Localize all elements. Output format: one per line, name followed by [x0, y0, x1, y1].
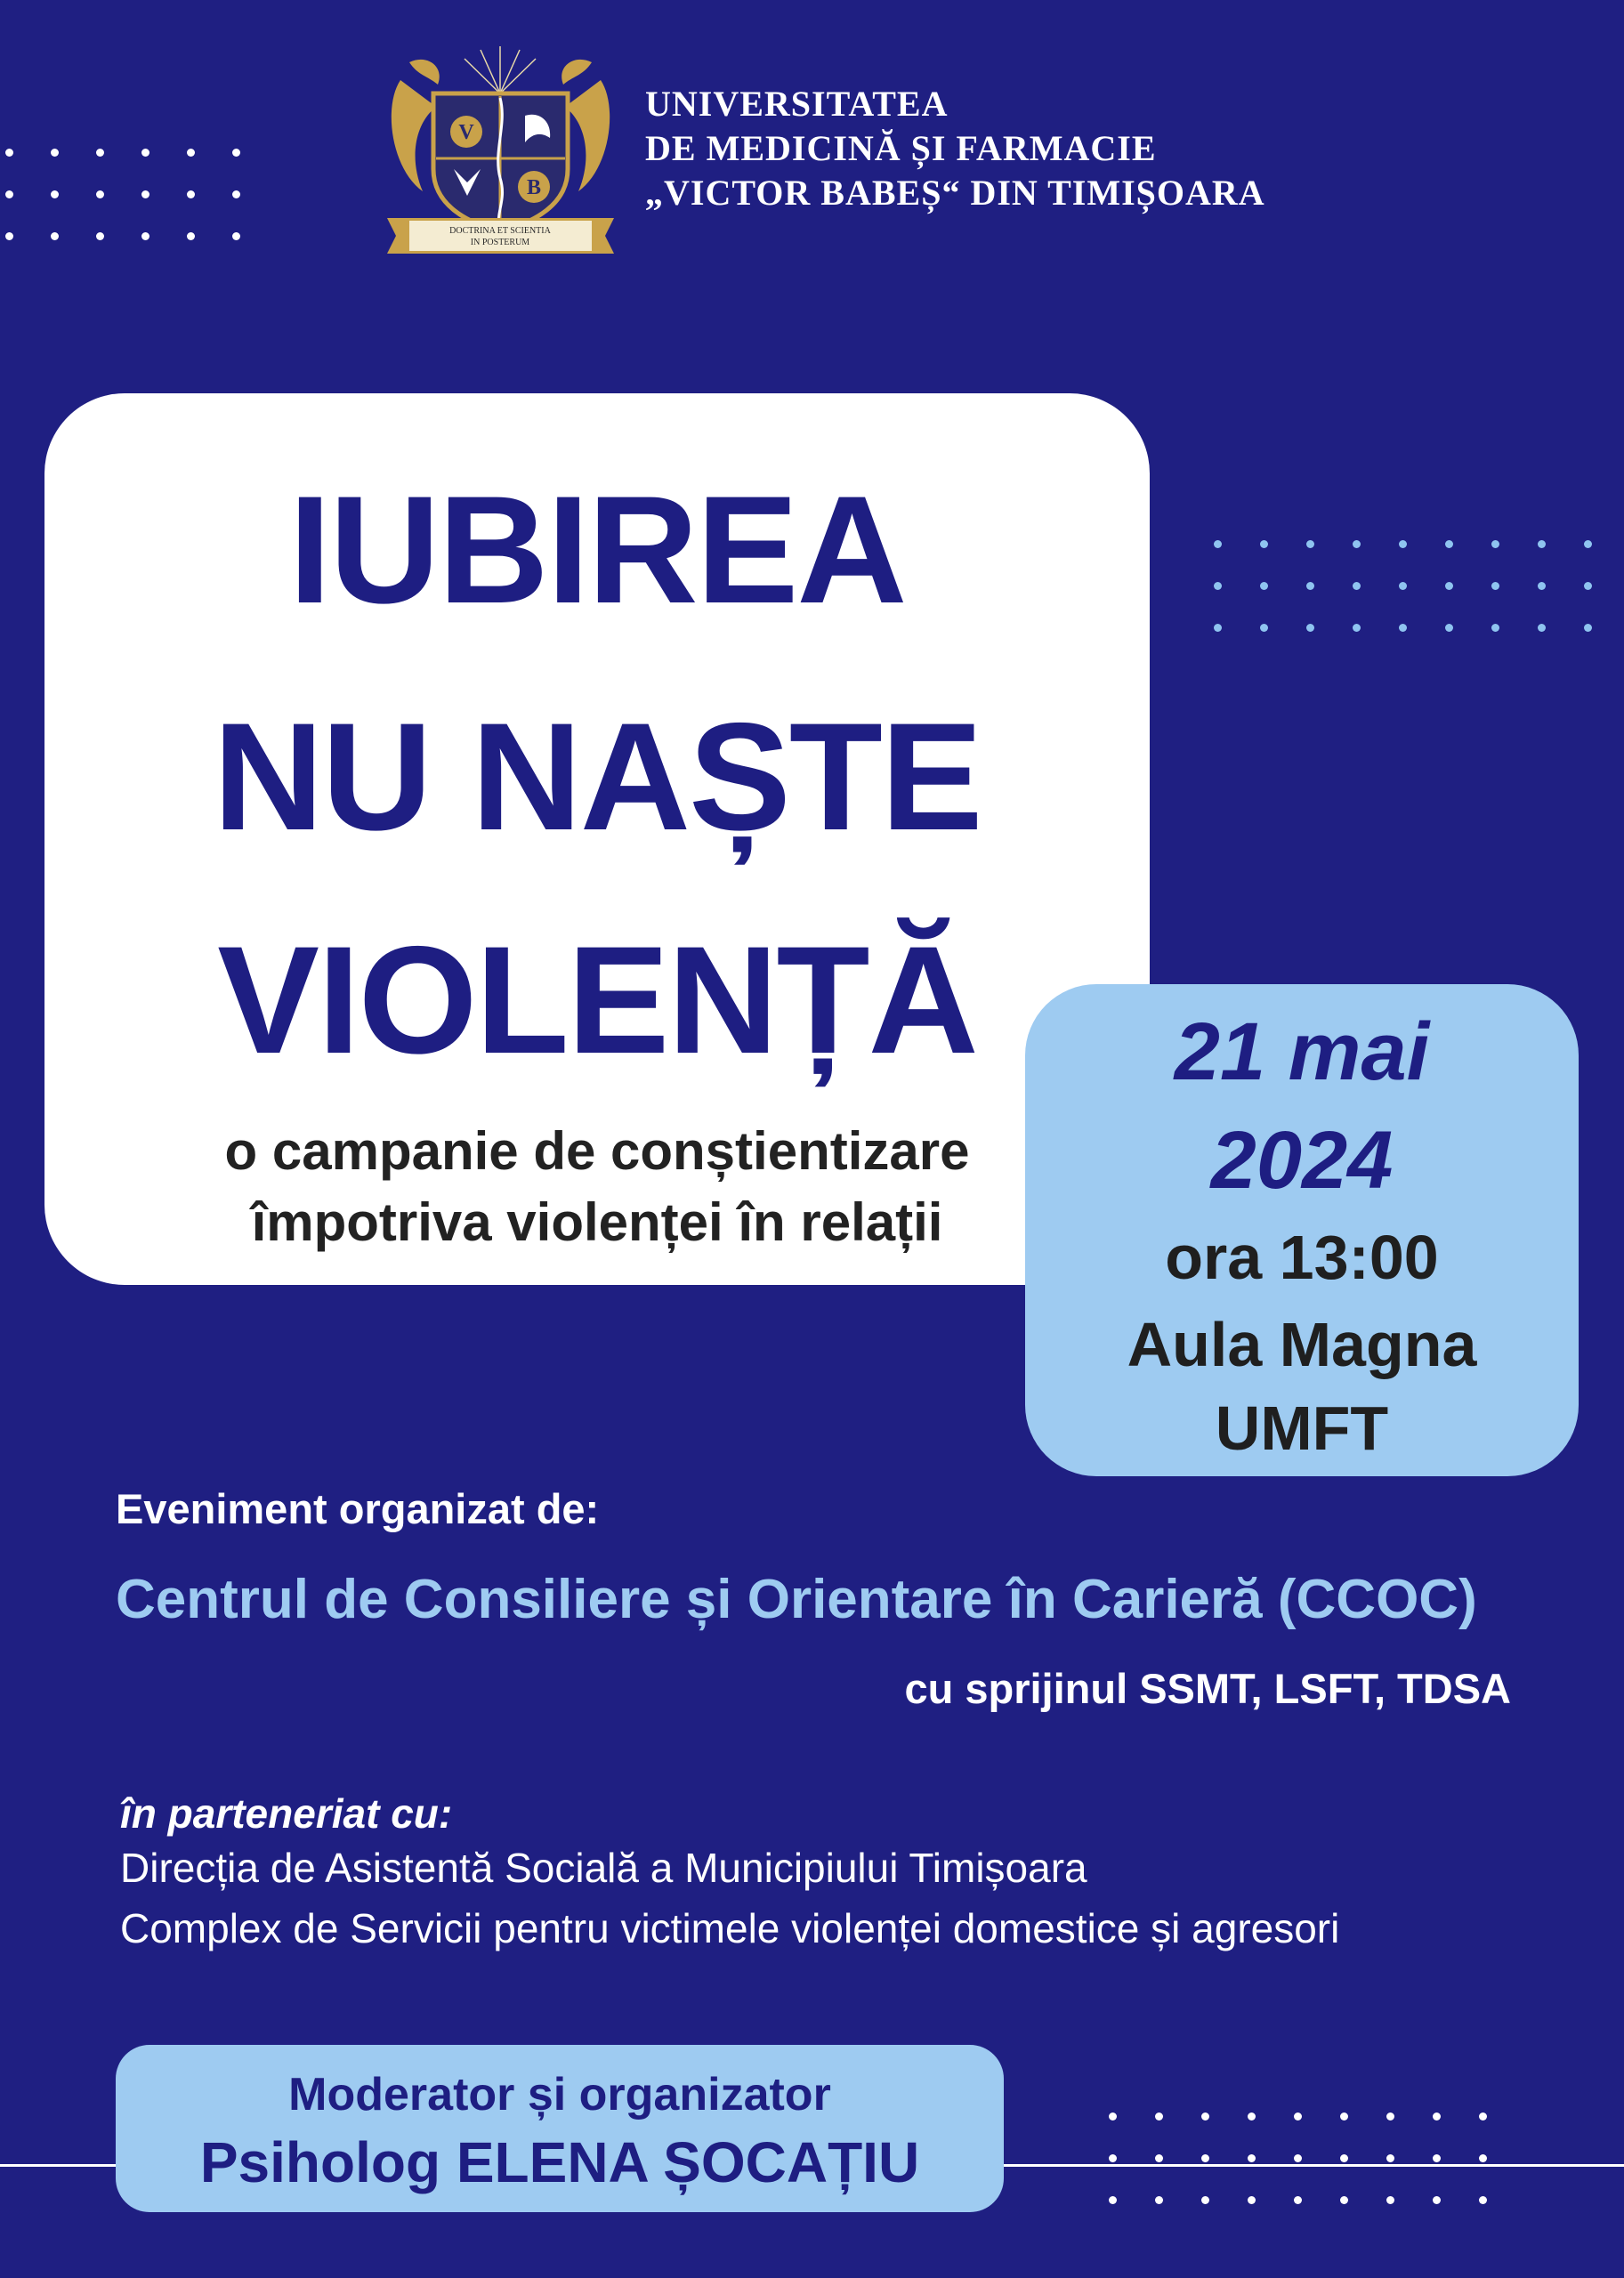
decorative-dot: [187, 149, 195, 157]
svg-text:DOCTRINA ET SCIENTIA: DOCTRINA ET SCIENTIA: [449, 226, 551, 236]
decorative-dot: [1201, 2154, 1209, 2162]
decorative-dot: [1386, 2112, 1394, 2120]
subtitle-line-2: împotriva violenței în relații: [251, 1192, 943, 1252]
decorative-dot: [1306, 582, 1314, 590]
decorative-dot: [1340, 2112, 1348, 2120]
decorative-dot: [1248, 2154, 1256, 2162]
title-line-3: VIOLENȚĂ: [217, 915, 977, 1086]
divider-line-left: [0, 2164, 116, 2167]
decorative-dot: [51, 190, 59, 198]
moderator-name: Psiholog ELENA ȘOCAȚIU: [199, 2130, 920, 2194]
decorative-dot: [1201, 2196, 1209, 2204]
decorative-dot: [1479, 2112, 1487, 2120]
decorative-dot: [187, 190, 195, 198]
decorative-dot: [141, 149, 149, 157]
decorative-dot: [1260, 540, 1268, 548]
decorative-dot: [1445, 540, 1453, 548]
decorative-dot: [1214, 624, 1222, 632]
decorative-dot: [1538, 624, 1546, 632]
decorative-dot: [1386, 2196, 1394, 2204]
decorative-dot: [1340, 2154, 1348, 2162]
decorative-dot: [1294, 2154, 1302, 2162]
decorative-dot: [1109, 2154, 1117, 2162]
university-name: [645, 82, 1265, 215]
divider-line-right: [1004, 2164, 1624, 2167]
moderator-card: [116, 2045, 1004, 2212]
decorative-dot: [1248, 2196, 1256, 2204]
decorative-dot: [1109, 2196, 1117, 2204]
decorative-dot: [1479, 2154, 1487, 2162]
decorative-dot: [96, 232, 104, 240]
university-name-line-3: „VICTOR BABEȘ“ DIN TIMIȘOARA: [645, 173, 1265, 213]
decorative-dot: [1491, 624, 1499, 632]
decorative-dot: [141, 190, 149, 198]
decorative-dot: [1155, 2112, 1163, 2120]
title-line-1: IUBIREA: [288, 464, 906, 635]
decorative-dot: [232, 149, 240, 157]
partnership-label: în parteneriat cu:: [120, 1790, 453, 1837]
decorative-dot: [1538, 582, 1546, 590]
decorative-dot: [141, 232, 149, 240]
moderator-role: Moderator și organizator: [288, 2069, 831, 2120]
decorative-dot: [1248, 2112, 1256, 2120]
decorative-dot: [1294, 2112, 1302, 2120]
decorative-dot: [5, 190, 13, 198]
event-venue: Aula Magna: [1127, 1310, 1477, 1379]
decorative-dot: [1214, 540, 1222, 548]
decorative-dot: [1294, 2196, 1302, 2204]
decorative-dot: [51, 232, 59, 240]
partner-item: Complex de Servicii pentru victimele violenței domestice și agresori: [120, 1905, 1340, 1951]
decorative-dot: [1491, 540, 1499, 548]
decorative-dot: [1306, 540, 1314, 548]
decorative-dot: [1353, 540, 1361, 548]
decorative-dot: [1433, 2154, 1441, 2162]
decorative-dot: [232, 190, 240, 198]
svg-text:V: V: [458, 121, 474, 144]
organizer-name: Centrul de Consiliere și Orientare în Carieră (CCOC): [116, 1569, 1477, 1630]
support-text: cu sprijinul SSMT, LSFT, TDSA: [904, 1665, 1511, 1712]
decorative-dot: [1306, 624, 1314, 632]
decorative-dot: [1399, 540, 1407, 548]
decorative-dot: [1353, 582, 1361, 590]
decorative-dot: [187, 232, 195, 240]
decorative-dot: [1584, 582, 1592, 590]
decorative-dot: [51, 149, 59, 157]
event-date: 21 mai: [1174, 1006, 1430, 1097]
svg-text:IN POSTERUM: IN POSTERUM: [470, 238, 530, 247]
decorative-dot: [1109, 2112, 1117, 2120]
organized-by-label: Eveniment organizat de:: [116, 1485, 600, 1532]
decorative-dot: [1445, 582, 1453, 590]
decorative-dot: [96, 149, 104, 157]
decorative-dot: [1584, 624, 1592, 632]
subtitle-line-1: o campanie de conștientizare: [224, 1121, 970, 1181]
decorative-dot: [1214, 582, 1222, 590]
decorative-dot: [96, 190, 104, 198]
decorative-dot: [1479, 2196, 1487, 2204]
decorative-dot: [1201, 2112, 1209, 2120]
svg-text:B: B: [526, 176, 542, 199]
event-year: 2024: [1210, 1115, 1394, 1206]
partner-item: Direcția de Asistentă Socială a Municipiului Timișoara: [120, 1845, 1087, 1891]
decorative-dot: [1155, 2196, 1163, 2204]
university-crest-logo: [383, 44, 618, 258]
event-date-card: [1025, 984, 1579, 1476]
decorative-dot: [1353, 624, 1361, 632]
event-time: ora 13:00: [1165, 1223, 1439, 1292]
decorative-dot: [1260, 582, 1268, 590]
university-name-line-1: UNIVERSITATEA: [645, 84, 949, 124]
decorative-dot: [1340, 2196, 1348, 2204]
decorative-dot: [1260, 624, 1268, 632]
decorative-dot: [1399, 624, 1407, 632]
decorative-dot: [1491, 582, 1499, 590]
title-line-2: NU NAȘTE: [213, 691, 982, 862]
decorative-dot: [1399, 582, 1407, 590]
decorative-dot: [1386, 2154, 1394, 2162]
title-card: [44, 393, 1150, 1285]
decorative-dot: [1433, 2112, 1441, 2120]
decorative-dot: [1155, 2154, 1163, 2162]
decorative-dot: [1445, 624, 1453, 632]
decorative-dot: [232, 232, 240, 240]
event-venue-institution: UMFT: [1215, 1393, 1389, 1463]
university-name-line-2: DE MEDICINĂ ȘI FARMACIE: [645, 128, 1157, 168]
decorative-dot: [5, 232, 13, 240]
decorative-dot: [1538, 540, 1546, 548]
decorative-dot: [5, 149, 13, 157]
decorative-dot: [1433, 2196, 1441, 2204]
decorative-dot: [1584, 540, 1592, 548]
